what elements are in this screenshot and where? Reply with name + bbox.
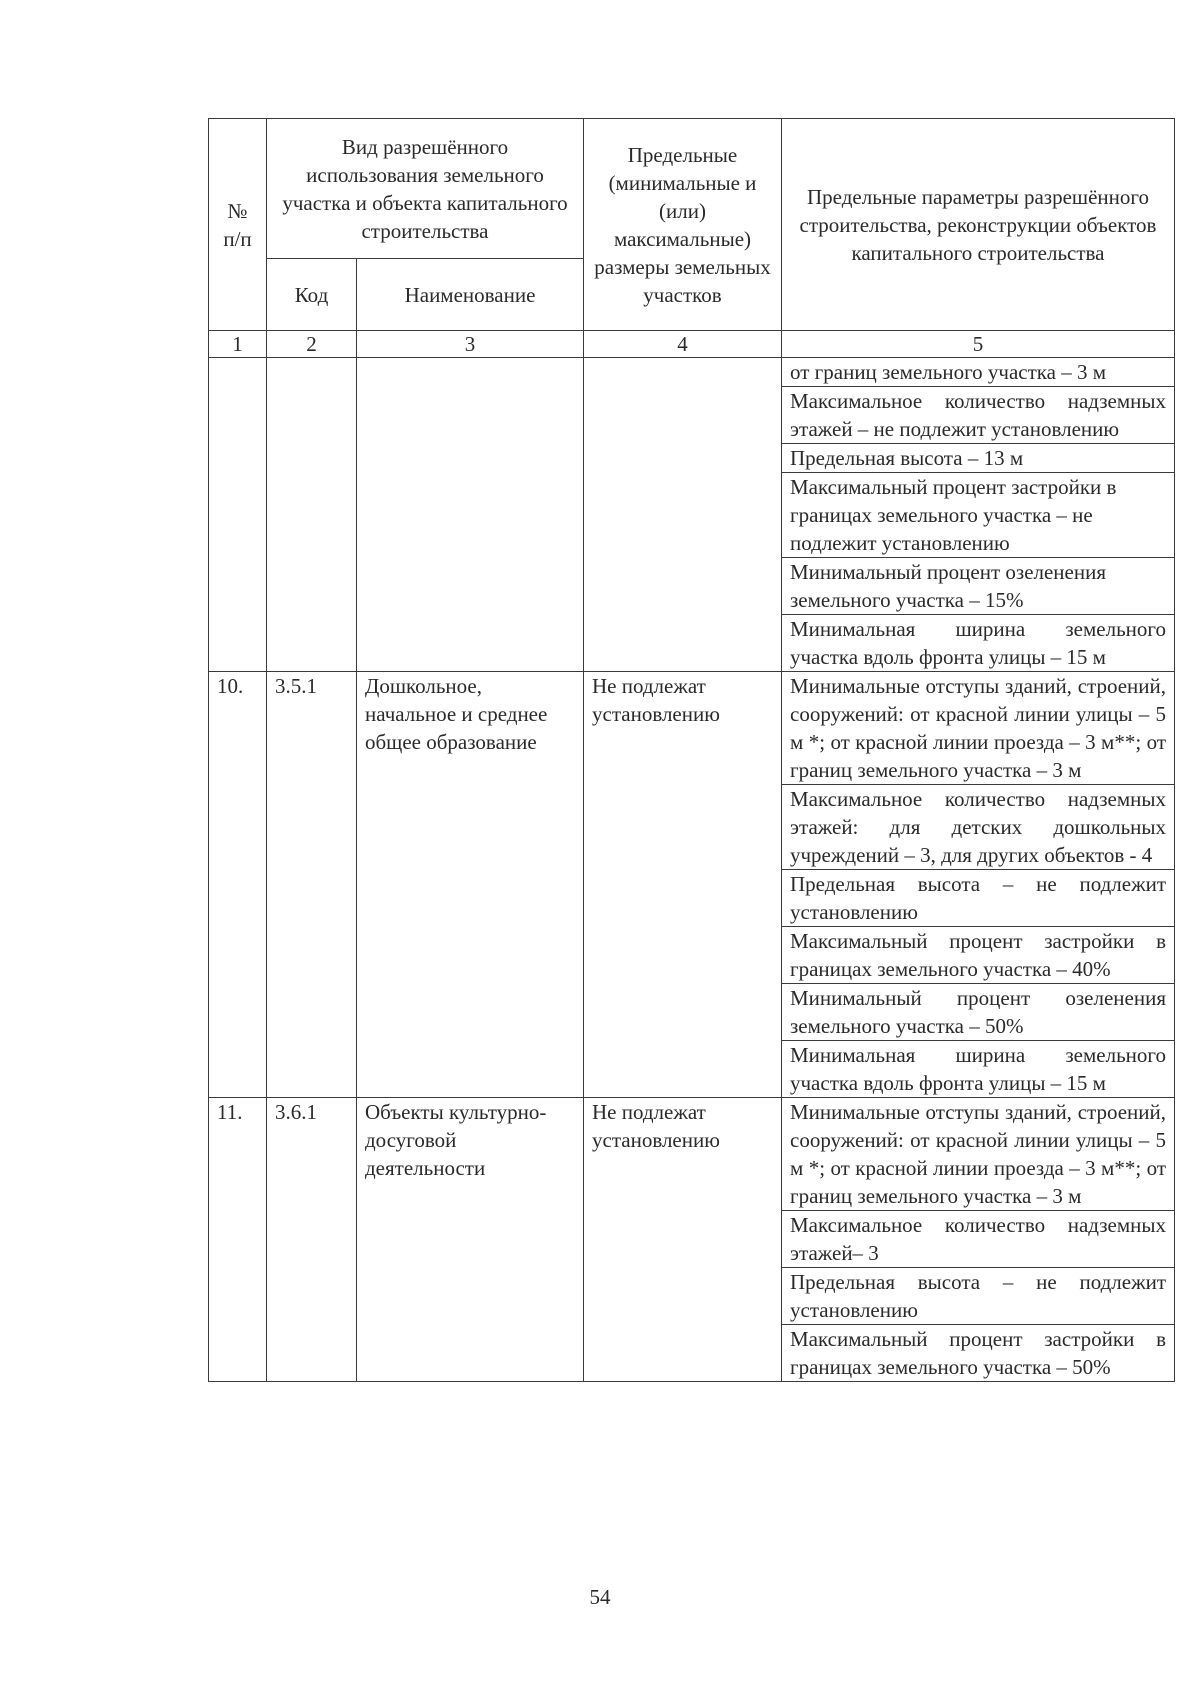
page-number: 54 bbox=[589, 1585, 611, 1609]
param-green-percent: Минимальный процент озеленения земельного участка – 15% bbox=[782, 558, 1174, 615]
param-floors: Максимальное количество надземных этажей: для детских дошкольных учреждений – 3, для других объектов - 4 bbox=[782, 785, 1174, 870]
header-col-sizes: Предельные (минимальные и (или) максимальные) размеры земельных участков bbox=[584, 119, 782, 331]
param-min-width: Минимальная ширина земельного участка вдоль фронта улицы – 15 м bbox=[790, 1043, 1166, 1095]
column-number-3: 3 bbox=[357, 331, 584, 358]
column-number-4: 4 bbox=[584, 331, 782, 358]
param-setback: от границ земельного участка – 3 м bbox=[782, 358, 1174, 387]
table-row bbox=[209, 1098, 1175, 1382]
param-height: Предельная высота – 13 м bbox=[782, 444, 1174, 473]
param-setbacks: Минимальные отступы зданий, строений, сооружений: от красной линии улицы – 5 м *; от красной линии проезда – 3 м**; от границ земельного участка – 3 м bbox=[782, 672, 1174, 785]
header-col-kind: Вид разрешённого использования земельного участка и объекта капитального строительства bbox=[267, 119, 584, 259]
table-row bbox=[209, 358, 1175, 672]
param-build-percent: Максимальный процент застройки в границах земельного участка – 50% bbox=[790, 1327, 1166, 1379]
column-number-1: 1 bbox=[209, 331, 267, 358]
row-name: Объекты культурно-досуговой деятельности bbox=[357, 1098, 584, 1382]
column-number-2: 2 bbox=[267, 331, 357, 358]
param-height: Предельная высота – не подлежит установлению bbox=[782, 1268, 1174, 1325]
table-row bbox=[209, 672, 1175, 1098]
param-floors: Максимальное количество надземных этажей– 3 bbox=[782, 1211, 1174, 1268]
row-number: 10. bbox=[209, 672, 267, 1098]
row-name: Дошкольное, начальное и среднее общее образование bbox=[357, 672, 584, 1098]
header-col-params: Предельные параметры разрешённого строительства, реконструкции объектов капитального строительства bbox=[782, 119, 1175, 331]
param-height: Предельная высота – не подлежит установлению bbox=[782, 870, 1174, 927]
row-number bbox=[209, 358, 267, 672]
param-green-percent: Минимальный процент озеленения земельного участка – 50% bbox=[782, 984, 1174, 1041]
row-params bbox=[782, 358, 1175, 672]
row-params bbox=[782, 1098, 1175, 1382]
header-col-name: Наименование bbox=[357, 259, 584, 331]
zoning-parameters-table bbox=[208, 118, 1175, 1382]
row-number: 11. bbox=[209, 1098, 267, 1382]
row-params bbox=[782, 672, 1175, 1098]
param-build-percent: Максимальный процент застройки в границах земельного участка – 40% bbox=[782, 927, 1174, 984]
header-col-no: № п/п bbox=[209, 119, 267, 331]
row-code: 3.6.1 bbox=[267, 1098, 357, 1382]
param-floors: Максимальное количество надземных этажей – не подлежит установлению bbox=[782, 387, 1174, 444]
header-col-code: Код bbox=[267, 259, 357, 331]
param-setbacks: Минимальные отступы зданий, строений, сооружений: от красной линии улицы – 5 м *; от красной линии проезда – 3 м**; от границ земельного участка – 3 м bbox=[782, 1098, 1174, 1211]
row-sizes: Не подлежат установлению bbox=[584, 1098, 782, 1382]
row-name bbox=[357, 358, 584, 672]
row-code: 3.5.1 bbox=[267, 672, 357, 1098]
column-number-5: 5 bbox=[782, 331, 1175, 358]
row-sizes bbox=[584, 358, 782, 672]
row-sizes: Не подлежат установлению bbox=[584, 672, 782, 1098]
row-code bbox=[267, 358, 357, 672]
table-wrapper bbox=[208, 118, 1174, 1382]
param-min-width: Минимальная ширина земельного участка вдоль фронта улицы – 15 м bbox=[790, 617, 1166, 669]
param-build-percent: Максимальный процент застройки в границах земельного участка – не подлежит установлению bbox=[782, 473, 1174, 558]
